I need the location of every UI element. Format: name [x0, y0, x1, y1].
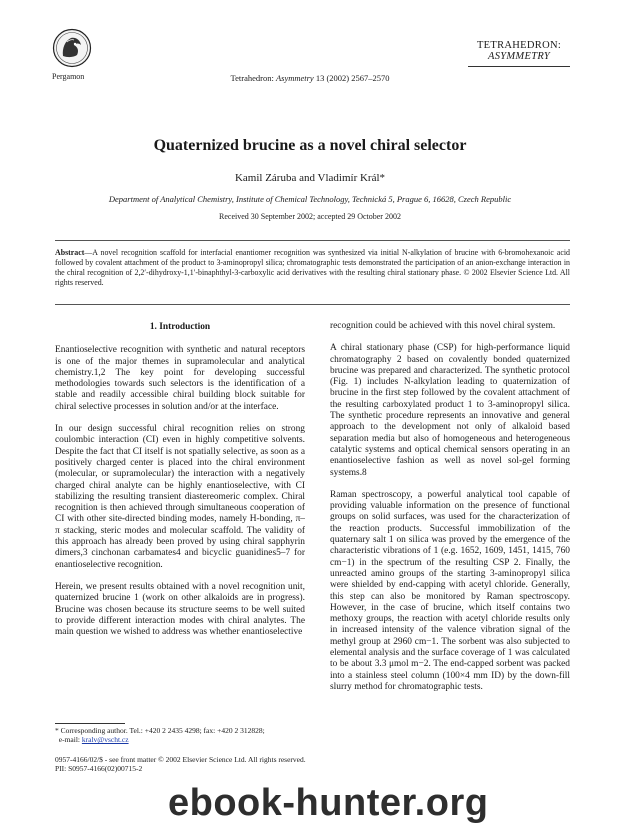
citation-journal-prefix: Tetrahedron: [230, 73, 276, 83]
citation-volume-pages: 13 (2002) 2567–2570 [313, 73, 390, 83]
abstract-text: —A novel recognition scaffold for interfacial enantiomer recognition was synthesized via initial N-alkylation of brucine with 6-bromohexanoic acid followed by covalent attachment of the product to 3-aminopropyl silica; chromatographic tests demonstrated the participation of an anion-exchange interaction in the chiral recognition of 2,2′-dihydroxy-1,1′-binaphthyl-3-carboxylic acid derivatives with the resulting chiral stationary phase. © 2002 Elsevier Science Ltd. All rights reserved. [55, 248, 570, 287]
article-authors: Kamil Záruba and Vladimír Král* [234, 172, 386, 184]
journal-brand [468, 40, 570, 62]
citation-journal-italic: Asymmetry [275, 73, 314, 83]
abstract [55, 248, 570, 288]
journal-citation [0, 73, 620, 83]
body-paragraph: Herein, we present results obtained with a novel recognition unit, quaternized brucine 1 (work on other alkaloids are in progress). Brucine was chosen because its structure seems to be well suited to provide different interaction modes with chiral analytes. The main question we wished to address was whether enantioselective [55, 581, 305, 638]
body-paragraph: recognition could be achieved with this novel chiral system. [330, 321, 556, 331]
body-paragraph: Raman spectroscopy, a powerful analytical tool capable of providing valuable information on the presence of functional groups on solid surfaces, was used for the characterization of the reaction products. Successful immobilization of the quaternary salt 1 on silica was proved by the emergence of the characteristic vibrations of 1 (e.g. 1652, 1609, 1451, 1415, 760 cm−1) in the spectrum of the resulting CSP 2. Finally, the unreacted amino groups of the starting 3-aminopropyl silica were shielded by end-capping with acetyl chloride. Generally, this step can also be monitored by Raman spectroscopy. However, in the case of brucine, which itself contains two methoxy groups, the reaction with acetyl chloride results only in increased intensity of the valence vibration signal of the methyl group at 2960 cm−1. The sorbent was also subjected to elemental analysis and the surface coverage of 1 was calculated to be about 3.3 μmol m−2. The end-capped sorbent was packed into a stainless steel column (100×4 mm ID) by the down-fill slurry method for chromatographic tests. [330, 489, 570, 692]
abstract-bottom-divider [55, 304, 570, 305]
left-column [55, 322, 305, 649]
body-paragraph: Enantioselective recognition with synthetic and natural receptors is one of the major themes in supramolecular and analytical chemistry.1,2 The key point for developing successful methodologies towards such selectors is the identification of a stable and readily accessible chiral building block suitable for chiral selective processes in solution and/or at the interface. [55, 345, 305, 412]
journal-brand-line2: ASYMMETRY [487, 51, 550, 62]
email-link[interactable]: kralv@vscht.cz [81, 735, 129, 744]
issn-line: 0957-4166/02/$ - see front matter © 2002 Elsevier Science Ltd. All rights reserved. [55, 755, 306, 764]
abstract-label: Abstract [55, 248, 85, 257]
journal-brand-line1: TETRAHEDRON: [476, 40, 562, 51]
body-paragraph: In our design successful chiral recognition relies on strong coulombic interaction (CI) even in highly competitive solvents. Despite the fact that CI itself is not spatially selective, as soon as a positively charged center is placed into the chiral environment (molecular, or supramolecular) the interaction with a negatively charged chiral analyte can be highly enantioselective, with CI stabilizing the resulting transient diastereomeric complex. Chiral recognition is then achieved through simultaneous cooperation of CI with other site-directed binding modes, namely H-bonding, π–π stacking, steric modes and molecular scaffold. The validity of this approach has already been proved by using chiral sapphyrin dimers,3 cinchonan carbamates4 and bicyclic guanidines5–7 for enantioselective recognition. [55, 424, 305, 570]
body-paragraph: A chiral stationary phase (CSP) for high-performance liquid chromatography 2 based on covalently bonded quaternized brucine was prepared and characterized. The synthetic protocol (Fig. 1) includes N-alkylation leading to quaternization of brucine in the first step followed by the covalent attachment of the resulting carboxylated product 1 to 3-aminopropyl silica. The synthetic procedure represents an innovative and general approach to the development not only of alkaloid based separation media but also of homogeneous and heterogeneous catalytic systems and optical chemical sensors operating in an enantioselective fashion as well as novel sol-gel forming systems.8 [330, 343, 570, 478]
abstract-top-divider [55, 240, 570, 241]
email-line [55, 735, 315, 744]
author-affiliation: Department of Analytical Chemistry, Institute of Chemical Technology, Technická 5, Prague 6, 16628, Czech Republic [108, 194, 512, 204]
footnote-divider [55, 723, 125, 724]
right-column [330, 321, 570, 704]
footnote [55, 726, 315, 744]
watermark: ebook-hunter.org [168, 782, 489, 824]
section-heading: 1. Introduction [149, 322, 211, 332]
brand-divider [468, 66, 570, 67]
article-title: Quaternized brucine as a novel chiral selector [153, 137, 467, 154]
pii-line: PII: S0957-4166(02)00715-2 [55, 764, 143, 773]
publisher-logo-icon [52, 28, 92, 68]
issn-block [55, 755, 306, 773]
email-label: e-mail: [58, 735, 82, 744]
publisher-name: Pergamon [52, 72, 85, 81]
received-dates: Received 30 September 2002; accepted 29 October 2002 [219, 212, 401, 221]
corresponding-author: * Corresponding author. Tel.: +420 2 2435 4298; fax: +420 2 312828; [55, 726, 265, 735]
